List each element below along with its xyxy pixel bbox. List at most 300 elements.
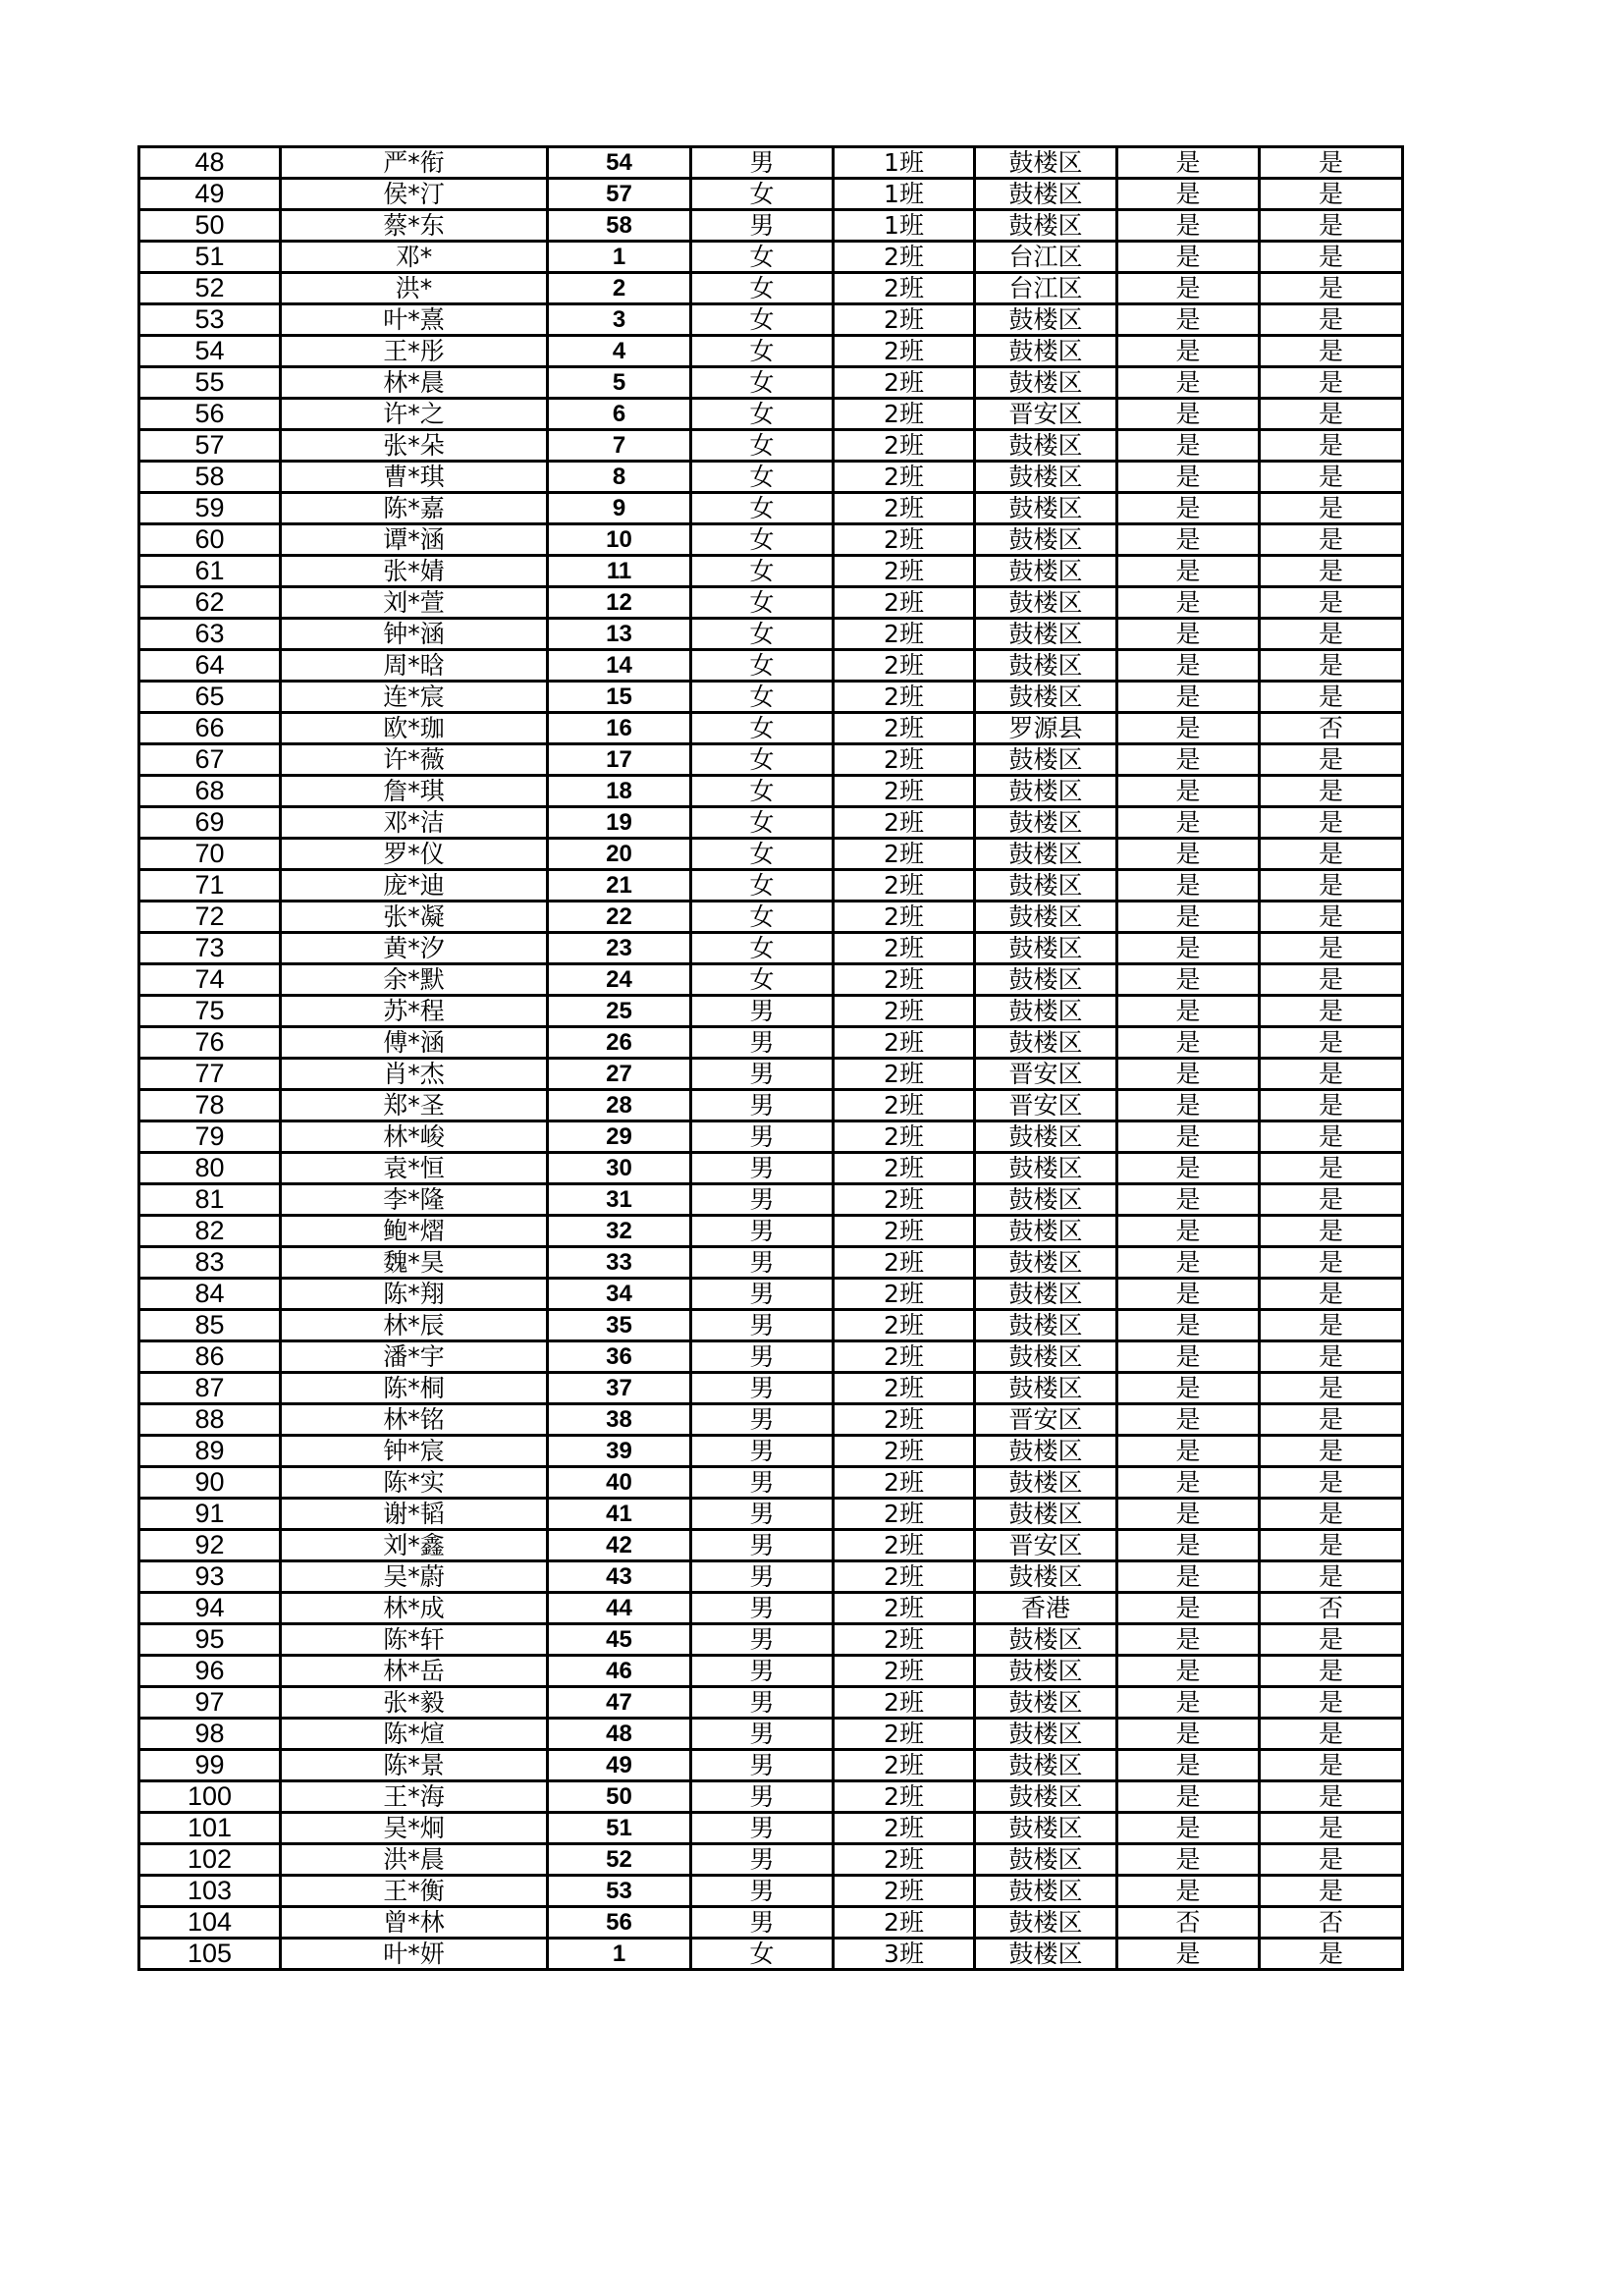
gender-cell: 女	[691, 776, 834, 807]
flag-1-cell: 是	[1117, 776, 1260, 807]
class-cell: 2班	[834, 1467, 975, 1499]
student-id-cell: 51	[548, 1813, 691, 1844]
table-row	[139, 430, 1403, 462]
flag-2-cell: 是	[1260, 870, 1403, 902]
roster-body	[139, 147, 1403, 1970]
class-cell: 2班	[834, 1813, 975, 1844]
student-name-cell: 张*朵	[281, 430, 548, 462]
district-cell: 鼓楼区	[975, 619, 1117, 650]
flag-2-cell: 是	[1260, 619, 1403, 650]
class-cell: 3班	[834, 1939, 975, 1970]
row-number-cell: 82	[139, 1216, 281, 1247]
gender-cell: 男	[691, 1247, 834, 1279]
class-cell: 2班	[834, 807, 975, 839]
gender-cell: 女	[691, 242, 834, 273]
row-number-cell: 100	[139, 1781, 281, 1813]
district-cell: 鼓楼区	[975, 1907, 1117, 1939]
student-id-cell: 14	[548, 650, 691, 682]
flag-2-cell: 是	[1260, 1121, 1403, 1153]
flag-2-cell: 是	[1260, 1090, 1403, 1121]
flag-1-cell: 是	[1117, 1279, 1260, 1310]
student-name-cell: 张*毅	[281, 1687, 548, 1719]
table-row	[139, 1530, 1403, 1561]
flag-1-cell: 是	[1117, 430, 1260, 462]
student-name-cell: 吴*炯	[281, 1813, 548, 1844]
student-name-cell: 王*彤	[281, 336, 548, 367]
district-cell: 鼓楼区	[975, 1247, 1117, 1279]
student-id-cell: 4	[548, 336, 691, 367]
flag-2-cell: 是	[1260, 1499, 1403, 1530]
flag-1-cell: 是	[1117, 179, 1260, 210]
flag-2-cell: 是	[1260, 1624, 1403, 1656]
gender-cell: 女	[691, 839, 834, 870]
table-row	[139, 1499, 1403, 1530]
flag-2-cell: 是	[1260, 1561, 1403, 1593]
district-cell: 鼓楼区	[975, 1750, 1117, 1781]
table-row	[139, 1279, 1403, 1310]
gender-cell: 女	[691, 524, 834, 556]
row-number-cell: 101	[139, 1813, 281, 1844]
table-row	[139, 556, 1403, 587]
district-cell: 晋安区	[975, 1530, 1117, 1561]
class-cell: 2班	[834, 1310, 975, 1341]
district-cell: 鼓楼区	[975, 493, 1117, 524]
row-number-cell: 60	[139, 524, 281, 556]
flag-2-cell: 否	[1260, 1593, 1403, 1624]
district-cell: 鼓楼区	[975, 1153, 1117, 1184]
row-number-cell: 52	[139, 273, 281, 304]
district-cell: 鼓楼区	[975, 1216, 1117, 1247]
flag-1-cell: 是	[1117, 462, 1260, 493]
gender-cell: 男	[691, 1436, 834, 1467]
student-name-cell: 蔡*东	[281, 210, 548, 242]
student-name-cell: 陈*轩	[281, 1624, 548, 1656]
table-row	[139, 933, 1403, 964]
district-cell: 鼓楼区	[975, 1876, 1117, 1907]
district-cell: 鼓楼区	[975, 336, 1117, 367]
table-row	[139, 273, 1403, 304]
flag-1-cell: 是	[1117, 1467, 1260, 1499]
flag-2-cell: 是	[1260, 996, 1403, 1027]
row-number-cell: 66	[139, 713, 281, 744]
student-name-cell: 袁*恒	[281, 1153, 548, 1184]
class-cell: 2班	[834, 1184, 975, 1216]
district-cell: 台江区	[975, 242, 1117, 273]
table-row	[139, 1656, 1403, 1687]
flag-1-cell: 是	[1117, 399, 1260, 430]
student-id-cell: 39	[548, 1436, 691, 1467]
table-row	[139, 713, 1403, 744]
district-cell: 鼓楼区	[975, 1341, 1117, 1373]
district-cell: 鼓楼区	[975, 587, 1117, 619]
table-row	[139, 1907, 1403, 1939]
table-row	[139, 1687, 1403, 1719]
gender-cell: 男	[691, 1310, 834, 1341]
gender-cell: 男	[691, 1373, 834, 1404]
gender-cell: 男	[691, 1530, 834, 1561]
flag-1-cell: 是	[1117, 587, 1260, 619]
student-name-cell: 许*薇	[281, 744, 548, 776]
class-cell: 2班	[834, 870, 975, 902]
student-id-cell: 19	[548, 807, 691, 839]
district-cell: 鼓楼区	[975, 744, 1117, 776]
class-cell: 2班	[834, 1719, 975, 1750]
student-id-cell: 9	[548, 493, 691, 524]
student-id-cell: 31	[548, 1184, 691, 1216]
class-cell: 2班	[834, 1624, 975, 1656]
row-number-cell: 78	[139, 1090, 281, 1121]
class-cell: 2班	[834, 1216, 975, 1247]
gender-cell: 女	[691, 1939, 834, 1970]
class-cell: 2班	[834, 713, 975, 744]
gender-cell: 男	[691, 1687, 834, 1719]
flag-2-cell: 是	[1260, 807, 1403, 839]
student-id-cell: 52	[548, 1844, 691, 1876]
flag-2-cell: 是	[1260, 839, 1403, 870]
student-name-cell: 连*宸	[281, 682, 548, 713]
student-id-cell: 25	[548, 996, 691, 1027]
student-id-cell: 15	[548, 682, 691, 713]
table-row	[139, 1404, 1403, 1436]
student-id-cell: 20	[548, 839, 691, 870]
gender-cell: 男	[691, 1404, 834, 1436]
flag-1-cell: 是	[1117, 1687, 1260, 1719]
class-cell: 2班	[834, 1750, 975, 1781]
student-id-cell: 16	[548, 713, 691, 744]
table-row	[139, 587, 1403, 619]
student-id-cell: 22	[548, 902, 691, 933]
gender-cell: 男	[691, 1467, 834, 1499]
row-number-cell: 49	[139, 179, 281, 210]
row-number-cell: 80	[139, 1153, 281, 1184]
student-name-cell: 邓*	[281, 242, 548, 273]
flag-1-cell: 是	[1117, 933, 1260, 964]
table-row	[139, 1750, 1403, 1781]
class-cell: 2班	[834, 744, 975, 776]
flag-2-cell: 是	[1260, 1530, 1403, 1561]
student-name-cell: 刘*萱	[281, 587, 548, 619]
table-row	[139, 1059, 1403, 1090]
gender-cell: 男	[691, 1813, 834, 1844]
gender-cell: 男	[691, 1279, 834, 1310]
row-number-cell: 62	[139, 587, 281, 619]
student-id-cell: 18	[548, 776, 691, 807]
row-number-cell: 63	[139, 619, 281, 650]
flag-1-cell: 是	[1117, 1184, 1260, 1216]
row-number-cell: 65	[139, 682, 281, 713]
table-row	[139, 367, 1403, 399]
row-number-cell: 77	[139, 1059, 281, 1090]
student-id-cell: 21	[548, 870, 691, 902]
flag-2-cell: 是	[1260, 650, 1403, 682]
flag-1-cell: 是	[1117, 1153, 1260, 1184]
gender-cell: 男	[691, 1656, 834, 1687]
flag-2-cell: 是	[1260, 556, 1403, 587]
flag-2-cell: 是	[1260, 1467, 1403, 1499]
row-number-cell: 57	[139, 430, 281, 462]
table-row	[139, 1624, 1403, 1656]
gender-cell: 女	[691, 933, 834, 964]
flag-2-cell: 是	[1260, 682, 1403, 713]
table-row	[139, 1121, 1403, 1153]
student-name-cell: 林*成	[281, 1593, 548, 1624]
table-row	[139, 744, 1403, 776]
table-row	[139, 1781, 1403, 1813]
gender-cell: 男	[691, 1593, 834, 1624]
flag-2-cell: 是	[1260, 964, 1403, 996]
gender-cell: 男	[691, 1499, 834, 1530]
gender-cell: 女	[691, 744, 834, 776]
class-cell: 2班	[834, 1059, 975, 1090]
flag-2-cell: 是	[1260, 1153, 1403, 1184]
student-id-cell: 45	[548, 1624, 691, 1656]
table-row	[139, 399, 1403, 430]
row-number-cell: 54	[139, 336, 281, 367]
student-id-cell: 24	[548, 964, 691, 996]
row-number-cell: 98	[139, 1719, 281, 1750]
student-name-cell: 钟*宸	[281, 1436, 548, 1467]
class-cell: 2班	[834, 1561, 975, 1593]
row-number-cell: 90	[139, 1467, 281, 1499]
flag-2-cell: 是	[1260, 776, 1403, 807]
student-id-cell: 57	[548, 179, 691, 210]
row-number-cell: 68	[139, 776, 281, 807]
table-row	[139, 1813, 1403, 1844]
gender-cell: 女	[691, 902, 834, 933]
row-number-cell: 103	[139, 1876, 281, 1907]
student-id-cell: 10	[548, 524, 691, 556]
row-number-cell: 72	[139, 902, 281, 933]
district-cell: 鼓楼区	[975, 430, 1117, 462]
student-name-cell: 张*婧	[281, 556, 548, 587]
district-cell: 鼓楼区	[975, 1121, 1117, 1153]
district-cell: 鼓楼区	[975, 1813, 1117, 1844]
district-cell: 鼓楼区	[975, 1279, 1117, 1310]
gender-cell: 女	[691, 807, 834, 839]
student-name-cell: 侯*汀	[281, 179, 548, 210]
class-cell: 2班	[834, 996, 975, 1027]
flag-1-cell: 是	[1117, 682, 1260, 713]
table-row	[139, 1844, 1403, 1876]
class-cell: 1班	[834, 210, 975, 242]
district-cell: 鼓楼区	[975, 304, 1117, 336]
row-number-cell: 64	[139, 650, 281, 682]
student-id-cell: 38	[548, 1404, 691, 1436]
row-number-cell: 79	[139, 1121, 281, 1153]
student-name-cell: 林*晨	[281, 367, 548, 399]
class-cell: 2班	[834, 1844, 975, 1876]
flag-1-cell: 是	[1117, 964, 1260, 996]
gender-cell: 女	[691, 367, 834, 399]
class-cell: 2班	[834, 1781, 975, 1813]
class-cell: 2班	[834, 1499, 975, 1530]
student-name-cell: 叶*熹	[281, 304, 548, 336]
student-id-cell: 47	[548, 1687, 691, 1719]
student-id-cell: 30	[548, 1153, 691, 1184]
class-cell: 2班	[834, 1090, 975, 1121]
student-name-cell: 潘*宇	[281, 1341, 548, 1373]
gender-cell: 男	[691, 1844, 834, 1876]
gender-cell: 女	[691, 870, 834, 902]
gender-cell: 女	[691, 399, 834, 430]
gender-cell: 男	[691, 1153, 834, 1184]
class-cell: 2班	[834, 1279, 975, 1310]
gender-cell: 男	[691, 210, 834, 242]
district-cell: 鼓楼区	[975, 1027, 1117, 1059]
flag-1-cell: 是	[1117, 1750, 1260, 1781]
student-name-cell: 曹*琪	[281, 462, 548, 493]
student-name-cell: 黄*汐	[281, 933, 548, 964]
student-id-cell: 50	[548, 1781, 691, 1813]
class-cell: 1班	[834, 179, 975, 210]
flag-2-cell: 是	[1260, 1876, 1403, 1907]
flag-1-cell: 是	[1117, 1844, 1260, 1876]
district-cell: 鼓楼区	[975, 1656, 1117, 1687]
student-id-cell: 11	[548, 556, 691, 587]
table-row	[139, 1593, 1403, 1624]
student-id-cell: 37	[548, 1373, 691, 1404]
flag-1-cell: 是	[1117, 273, 1260, 304]
row-number-cell: 56	[139, 399, 281, 430]
student-name-cell: 钟*涵	[281, 619, 548, 650]
row-number-cell: 88	[139, 1404, 281, 1436]
student-id-cell: 7	[548, 430, 691, 462]
student-id-cell: 12	[548, 587, 691, 619]
row-number-cell: 50	[139, 210, 281, 242]
student-id-cell: 41	[548, 1499, 691, 1530]
student-name-cell: 刘*鑫	[281, 1530, 548, 1561]
flag-1-cell: 是	[1117, 304, 1260, 336]
student-id-cell: 32	[548, 1216, 691, 1247]
row-number-cell: 70	[139, 839, 281, 870]
student-name-cell: 王*海	[281, 1781, 548, 1813]
gender-cell: 男	[691, 1121, 834, 1153]
gender-cell: 女	[691, 430, 834, 462]
gender-cell: 女	[691, 179, 834, 210]
student-id-cell: 34	[548, 1279, 691, 1310]
student-name-cell: 魏*昊	[281, 1247, 548, 1279]
student-id-cell: 48	[548, 1719, 691, 1750]
class-cell: 2班	[834, 367, 975, 399]
row-number-cell: 76	[139, 1027, 281, 1059]
student-name-cell: 傅*涵	[281, 1027, 548, 1059]
table-row	[139, 493, 1403, 524]
table-row	[139, 1561, 1403, 1593]
gender-cell: 男	[691, 1216, 834, 1247]
class-cell: 2班	[834, 1530, 975, 1561]
flag-2-cell: 是	[1260, 902, 1403, 933]
class-cell: 2班	[834, 336, 975, 367]
student-name-cell: 曾*林	[281, 1907, 548, 1939]
class-cell: 2班	[834, 1247, 975, 1279]
row-number-cell: 85	[139, 1310, 281, 1341]
class-cell: 2班	[834, 1656, 975, 1687]
row-number-cell: 81	[139, 1184, 281, 1216]
flag-2-cell: 是	[1260, 1813, 1403, 1844]
student-id-cell: 33	[548, 1247, 691, 1279]
flag-1-cell: 是	[1117, 1216, 1260, 1247]
student-id-cell: 56	[548, 1907, 691, 1939]
flag-2-cell: 是	[1260, 1939, 1403, 1970]
class-cell: 1班	[834, 147, 975, 179]
student-id-cell: 46	[548, 1656, 691, 1687]
table-row	[139, 839, 1403, 870]
student-roster-table	[137, 145, 1404, 1971]
class-cell: 2班	[834, 1593, 975, 1624]
row-number-cell: 61	[139, 556, 281, 587]
table-row	[139, 304, 1403, 336]
student-name-cell: 吴*蔚	[281, 1561, 548, 1593]
student-name-cell: 詹*琪	[281, 776, 548, 807]
table-row	[139, 336, 1403, 367]
flag-1-cell: 是	[1117, 1656, 1260, 1687]
row-number-cell: 67	[139, 744, 281, 776]
district-cell: 鼓楼区	[975, 1561, 1117, 1593]
flag-2-cell: 是	[1260, 1184, 1403, 1216]
flag-1-cell: 是	[1117, 1561, 1260, 1593]
flag-2-cell: 是	[1260, 1027, 1403, 1059]
class-cell: 2班	[834, 304, 975, 336]
gender-cell: 男	[691, 1059, 834, 1090]
flag-2-cell: 是	[1260, 493, 1403, 524]
gender-cell: 男	[691, 1184, 834, 1216]
district-cell: 鼓楼区	[975, 933, 1117, 964]
flag-2-cell: 是	[1260, 462, 1403, 493]
district-cell: 鼓楼区	[975, 807, 1117, 839]
student-id-cell: 2	[548, 273, 691, 304]
table-row	[139, 682, 1403, 713]
district-cell: 鼓楼区	[975, 776, 1117, 807]
student-name-cell: 余*默	[281, 964, 548, 996]
district-cell: 鼓楼区	[975, 650, 1117, 682]
table-row	[139, 870, 1403, 902]
flag-2-cell: 是	[1260, 933, 1403, 964]
student-name-cell: 王*衡	[281, 1876, 548, 1907]
table-row	[139, 1939, 1403, 1970]
table-row	[139, 650, 1403, 682]
student-id-cell: 44	[548, 1593, 691, 1624]
table-row	[139, 210, 1403, 242]
flag-2-cell: 是	[1260, 1687, 1403, 1719]
district-cell: 鼓楼区	[975, 1499, 1117, 1530]
student-id-cell: 1	[548, 1939, 691, 1970]
flag-1-cell: 是	[1117, 556, 1260, 587]
student-name-cell: 许*之	[281, 399, 548, 430]
flag-2-cell: 是	[1260, 399, 1403, 430]
student-name-cell: 叶*妍	[281, 1939, 548, 1970]
flag-1-cell: 是	[1117, 1247, 1260, 1279]
flag-1-cell: 是	[1117, 619, 1260, 650]
flag-2-cell: 是	[1260, 1373, 1403, 1404]
district-cell: 鼓楼区	[975, 1844, 1117, 1876]
flag-2-cell: 是	[1260, 1310, 1403, 1341]
student-name-cell: 罗*仪	[281, 839, 548, 870]
gender-cell: 男	[691, 1341, 834, 1373]
class-cell: 2班	[834, 1027, 975, 1059]
row-number-cell: 58	[139, 462, 281, 493]
flag-2-cell: 是	[1260, 1247, 1403, 1279]
table-row	[139, 1341, 1403, 1373]
student-id-cell: 26	[548, 1027, 691, 1059]
student-name-cell: 李*隆	[281, 1184, 548, 1216]
district-cell: 鼓楼区	[975, 682, 1117, 713]
table-row	[139, 147, 1403, 179]
student-id-cell: 8	[548, 462, 691, 493]
district-cell: 鼓楼区	[975, 902, 1117, 933]
district-cell: 鼓楼区	[975, 1467, 1117, 1499]
student-id-cell: 28	[548, 1090, 691, 1121]
table-row	[139, 964, 1403, 996]
